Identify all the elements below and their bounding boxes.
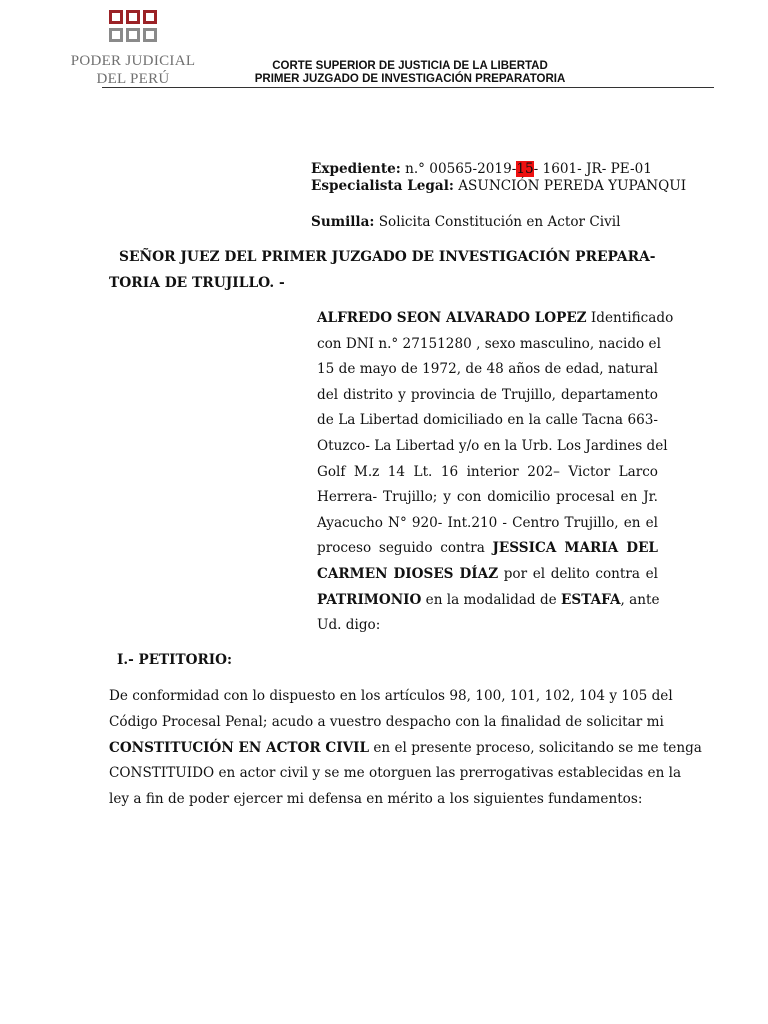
text-line: del distrito y provincia de Trujillo, departamento [317, 386, 658, 403]
sumilla-line: Sumilla: Solicita Constitución en Actor Civil [311, 214, 621, 230]
logo-mark-icon [108, 8, 158, 48]
highlighted-number: 15 [516, 161, 534, 177]
addressee-line-1: SEÑOR JUEZ DEL PRIMER JUZGADO DE INVESTIGACIÓN PREPARA- [119, 249, 656, 265]
text-line: con DNI n.° 27151280 , sexo masculino, nacido el [317, 335, 661, 352]
text-line: ley a fin de poder ejercer mi defensa en mérito a los siguientes fundamentos: [109, 791, 643, 808]
court-subtitle: PRIMER JUZGADO DE INVESTIGACIÓN PREPARATORIA [254, 73, 566, 85]
text-line: de La Libertad domiciliado en la calle Tacna 663- [317, 412, 658, 429]
text-line: Ayacucho N° 920- Int.210 - Centro Trujillo, en el [317, 514, 658, 531]
text-line: De conformidad con lo dispuesto en los artículos 98, 100, 101, 102, 104 y 105 del [109, 688, 673, 704]
expediente-line: Expediente: n.° 00565-2019-15- 1601- JR- PE-01 [311, 161, 652, 177]
header-divider [102, 87, 714, 88]
logo-text: PODER JUDICIAL DEL PERÚ [70, 53, 196, 87]
text-line: CARMEN DIOSES DÍAZ por el delito contra el [317, 565, 658, 582]
court-name: CORTE SUPERIOR DE JUSTICIA DE LA LIBERTAD [272, 60, 548, 72]
text-line: proceso seguido contra JESSICA MARIA DEL [317, 540, 658, 557]
petitorio-paragraph [109, 684, 702, 813]
text-line: Ud. digo: [317, 617, 381, 634]
section-title-petitorio: I.- PETITORIO: [117, 652, 232, 668]
text-line: CONSTITUCIÓN EN ACTOR CIVIL en el presente proceso, solicitando se me tenga [109, 739, 702, 756]
text-line: Herrera- Trujillo; y con domicilio procesal en Jr. [317, 489, 658, 506]
text-line: Golf M.z 14 Lt. 16 interior 202– Victor Larco [317, 463, 658, 480]
text-line: CONSTITUIDO en actor civil y se me otorguen las prerrogativas establecidas en la [109, 765, 682, 782]
intro-paragraph [317, 306, 674, 639]
poder-judicial-logo [68, 8, 198, 88]
text-line: 15 de mayo de 1972, de 48 años de edad, natural [317, 361, 658, 378]
text-line: Otuzco- La Libertad y/o en la Urb. Los Jardines del [317, 437, 668, 454]
text-line: Código Procesal Penal; acudo a vuestro despacho con la finalidad de solicitar mi [109, 713, 664, 730]
text-line: ALFREDO SEON ALVARADO LOPEZ Identificado [317, 310, 674, 326]
especialista-line: Especialista Legal: ASUNCIÓN PEREDA YUPANQUI [311, 178, 687, 194]
text-line: PATRIMONIO en la modalidad de ESTAFA, ante [317, 591, 660, 608]
addressee-line-2: TORIA DE TRUJILLO. - [109, 275, 285, 291]
